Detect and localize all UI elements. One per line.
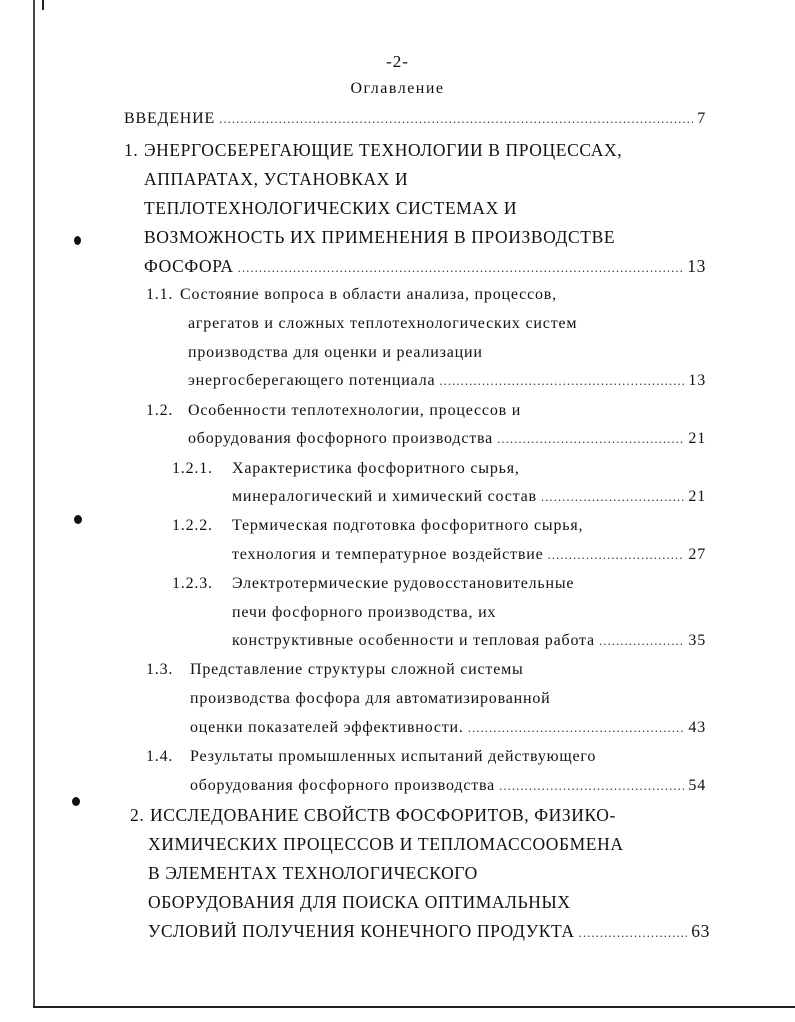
- toc-entry-number: 1.2.1.: [172, 460, 213, 477]
- toc-entry-chapter-1: [124, 140, 622, 161]
- toc-entry-text: Электротермические рудовосстановительные: [232, 575, 575, 592]
- toc-page-number: 54: [688, 777, 706, 794]
- toc-entry-continuation: [188, 372, 706, 390]
- toc-page-number: 27: [688, 546, 706, 563]
- toc-entry-continuation: [232, 632, 706, 650]
- toc-entry-continuation: [148, 892, 571, 913]
- toc-entry-subsection-1-2-1: [172, 460, 520, 478]
- toc-page-number: 7: [697, 110, 706, 127]
- toc-entry-number: 1.2.3.: [172, 575, 213, 592]
- toc-entry-text: Термическая подготовка фосфоритного сырья,: [232, 517, 584, 534]
- toc-entry-text: оценки показателей эффективности.: [190, 719, 464, 736]
- toc-page-number: 63: [691, 921, 710, 941]
- toc-entry-text: УСЛОВИЙ ПОЛУЧЕНИЯ КОНЕЧНОГО ПРОДУКТА: [148, 921, 575, 941]
- toc-page-number: 13: [687, 256, 706, 276]
- page-title: Оглавление: [350, 80, 445, 97]
- toc-entry-number: 1.4.: [146, 748, 174, 765]
- dot-leader: [579, 925, 688, 941]
- toc-entry-continuation: [188, 315, 577, 333]
- toc-entry-text: ИССЛЕДОВАНИЕ СВОЙСТВ ФОСФОРИТОВ, ФИЗИКО-: [150, 805, 616, 825]
- toc-entry-number: 1.3.: [146, 661, 174, 678]
- toc-entry-continuation: [144, 169, 408, 190]
- toc-entry-text: ТЕПЛОТЕХНОЛОГИЧЕСКИХ СИСТЕМАХ И: [144, 198, 518, 218]
- dot-leader: [238, 260, 684, 276]
- toc-entry-text: конструктивные особенности и тепловая работа: [232, 632, 595, 649]
- toc-entry-section-1-3: [146, 661, 524, 679]
- scan-left-border: [33, 0, 35, 1008]
- toc-entry-continuation: [232, 604, 496, 622]
- toc-entry-text: агрегатов и сложных теплотехнологических систем: [188, 315, 578, 332]
- toc-entry-text: ВОЗМОЖНОСТЬ ИХ ПРИМЕНЕНИЯ В ПРОИЗВОДСТВЕ: [144, 227, 616, 247]
- toc-entry-text: ВВЕДЕНИЕ: [124, 110, 216, 127]
- toc-entry-text: Характеристика фосфоритного сырья,: [232, 460, 520, 477]
- toc-entry-continuation: [148, 921, 710, 942]
- toc-entry-text: В ЭЛЕМЕНТАХ ТЕХНОЛОГИЧЕСКОГО: [148, 863, 478, 883]
- toc-page-number: 21: [688, 488, 706, 505]
- toc-entry-text: ОБОРУДОВАНИЯ ДЛЯ ПОИСКА ОПТИМАЛЬНЫХ: [148, 892, 571, 912]
- toc-page-number: 43: [688, 719, 706, 736]
- dot-leader: [499, 778, 684, 794]
- dot-leader: [547, 547, 684, 563]
- toc-entry-continuation: [190, 690, 551, 708]
- toc-entry-text: Особенности теплотехнологии, процессов и: [188, 402, 522, 419]
- toc-page-number: 13: [688, 372, 706, 389]
- toc-entry-continuation: [232, 546, 706, 564]
- toc-entry-text: технология и температурное воздействие: [232, 546, 544, 563]
- toc-entry-continuation: [188, 344, 483, 362]
- toc-entry-text: оборудования фосфорного производства: [190, 777, 496, 794]
- dot-leader: [497, 431, 684, 447]
- toc-entry-continuation: [188, 430, 706, 448]
- dot-leader: [599, 633, 684, 649]
- toc-entry-number: 1.: [124, 140, 139, 160]
- toc-entry-continuation: [144, 256, 706, 277]
- toc-entry-number: 1.2.: [146, 402, 174, 419]
- toc-entry-text: печи фосфорного производства, их: [232, 604, 497, 621]
- scan-speck: [74, 515, 82, 524]
- toc-entry-text: АППАРАТАХ, УСТАНОВКАХ И: [144, 169, 409, 189]
- toc-page-number: 35: [688, 632, 706, 649]
- toc-entry-continuation: [144, 198, 517, 219]
- scan-bottom-border: [33, 1006, 795, 1008]
- toc-entry-continuation: [148, 863, 478, 884]
- dot-leader: [541, 489, 685, 505]
- scan-speck: [72, 797, 80, 806]
- toc-entry-subsection-1-2-2: [172, 517, 583, 535]
- toc-entry-intro: [124, 110, 706, 128]
- dot-leader: [468, 720, 685, 736]
- dot-leader: [219, 111, 693, 127]
- page-number: -2-: [386, 52, 409, 71]
- toc-entry-section-1-1: [146, 286, 557, 304]
- toc-entry-continuation: [190, 719, 706, 737]
- toc-entry-continuation: [148, 834, 624, 855]
- toc-entry-number: 1.2.2.: [172, 517, 213, 534]
- toc-entry-text: Представление структуры сложной системы: [190, 661, 524, 678]
- toc-entry-number: 1.1.: [146, 286, 174, 303]
- toc-entry-continuation: [144, 227, 615, 248]
- toc-page-number: 21: [688, 430, 706, 447]
- dot-leader: [439, 373, 684, 389]
- toc-entry-subsection-1-2-3: [172, 575, 574, 593]
- toc-entry-text: ХИМИЧЕСКИХ ПРОЦЕССОВ И ТЕПЛОМАССООБМЕНА: [148, 834, 624, 854]
- scan-speck: [74, 236, 81, 245]
- toc-entry-continuation: [232, 488, 706, 506]
- toc-entry-text: энергосберегающего потенциала: [188, 372, 436, 389]
- toc-entry-text: минералогический и химический состав: [232, 488, 537, 505]
- toc-entry-number: 2.: [130, 805, 145, 825]
- toc-entry-section-1-4: [146, 748, 596, 766]
- toc-entry-section-1-2: [146, 402, 521, 420]
- scan-mark-top: [42, 0, 44, 10]
- toc-entry-text: Результаты промышленных испытаний действующего: [190, 748, 597, 765]
- toc-entry-text: оборудования фосфорного производства: [188, 430, 494, 447]
- toc-entry-text: производства для оценки и реализации: [188, 344, 483, 361]
- toc-entry-text: производства фосфора для автоматизированной: [190, 690, 551, 707]
- toc-entry-text: ФОСФОРА: [144, 256, 234, 276]
- toc-entry-chapter-2: [130, 805, 616, 826]
- toc-entry-continuation: [190, 777, 706, 795]
- toc-entry-text: Состояние вопроса в области анализа, процессов,: [180, 286, 557, 303]
- toc-entry-text: ЭНЕРГОСБЕРЕГАЮЩИЕ ТЕХНОЛОГИИ В ПРОЦЕССАХ,: [144, 140, 623, 160]
